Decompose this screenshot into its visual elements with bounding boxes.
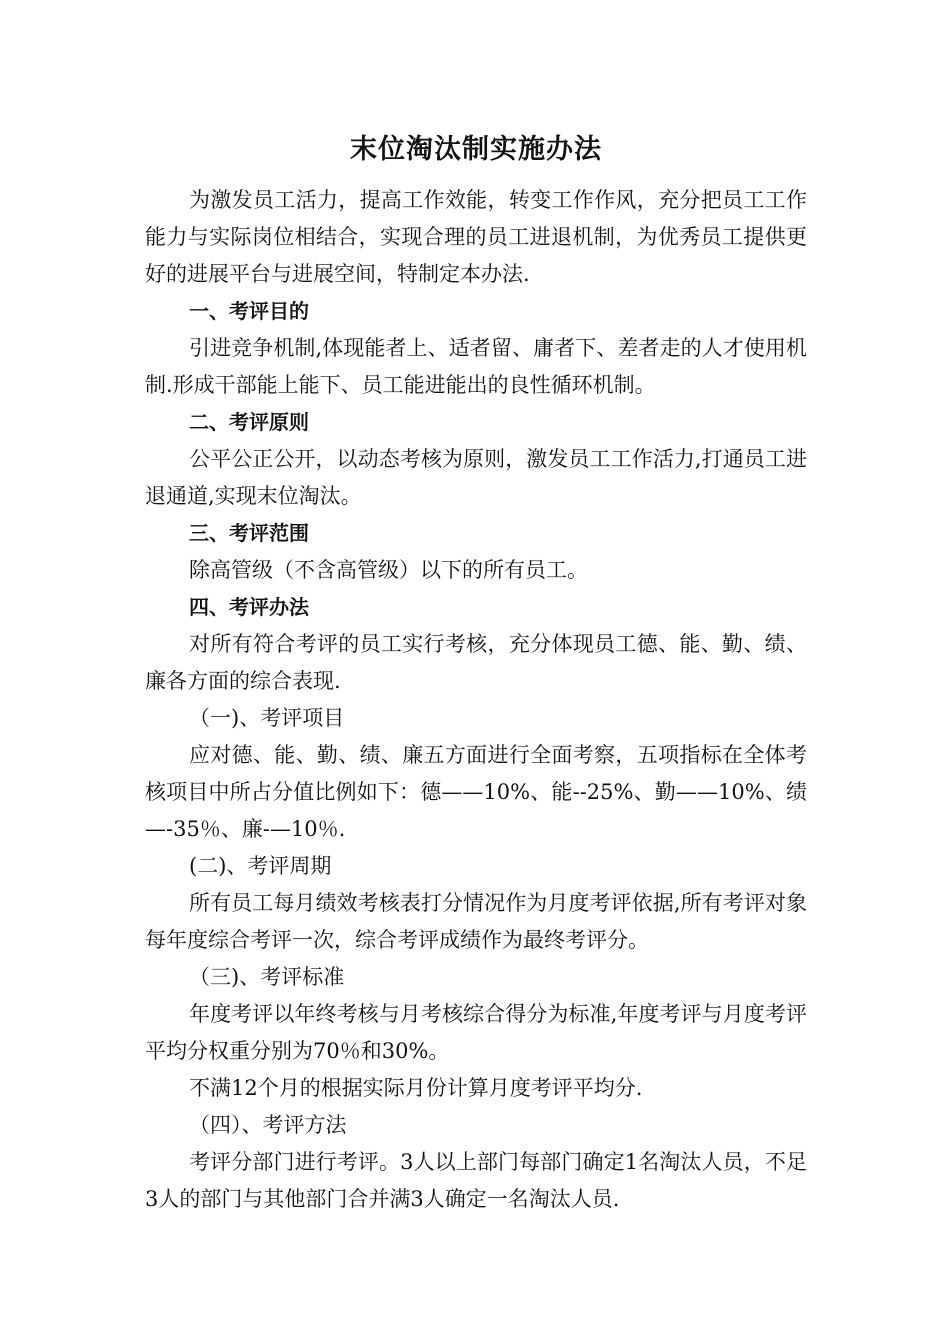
document-title: 末位淘汰制实施办法 (350, 134, 602, 165)
subsection-heading-approach: （四）、考评方法 (189, 1113, 347, 1137)
subsection-body-items: 应对德、能、勤、绩、廉五方面进行全面考察，五项指标在全体考核项目中所占分值比例如下：德——10%、能--25%、勤——10%、绩—-35％、廉-—10％. (145, 743, 807, 841)
subsection-heading-items: （一)、考评项目 (189, 706, 345, 730)
subsection-body-standard-1: 年度考评以年终考核与月考核综合得分为标准,年度考评与月度考评平均分权重分别为70％和30%。 (145, 1002, 807, 1063)
section-heading-method: 四、考评办法 (189, 595, 309, 619)
document-body (145, 128, 807, 1218)
subsection-heading-standard: （三)、考评标准 (189, 965, 345, 989)
section-heading-scope: 三、考评范围 (189, 521, 309, 545)
intro-paragraph: 为激发员工活力，提高工作效能，转变工作作风，充分把员工工作能力与实际岗位相结合，实现合理的员工进退机制，为优秀员工提供更好的进展平台与进展空间，特制定本办法. (145, 188, 807, 286)
section-heading-principle: 二、考评原则 (189, 410, 309, 434)
subsection-body-standard-2: 不满12个月的根据实际月份计算月度考评平均分. (189, 1076, 643, 1100)
section-heading-purpose: 一、考评目的 (189, 299, 309, 323)
subsection-body-approach: 考评分部门进行考评。3人以上部门每部门确定1名淘汰人员，不足3人的部门与其他部门合并满3人确定一名淘汰人员. (145, 1150, 807, 1211)
section-body-scope: 除高管级（不含高管级）以下的所有员工。 (189, 558, 588, 582)
section-body-method: 对所有符合考评的员工实行考核，充分体现员工德、能、勤、绩、廉各方面的综合表现. (145, 632, 807, 693)
section-body-principle: 公平公正公开，以动态考核为原则，激发员工工作活力,打通员工进退通道,实现末位淘汰。 (145, 447, 807, 508)
subsection-body-cycle: 所有员工每月绩效考核表打分情况作为月度考评依据,所有考评对象每年度综合考评一次，综合考评成绩作为最终考评分。 (145, 891, 807, 952)
subsection-heading-cycle: (二)、考评周期 (189, 854, 332, 878)
section-body-purpose: 引进竞争机制,体现能者上、适者留、庸者下、差者走的人才使用机制.形成干部能上能下、员工能进能出的良性循环机制。 (145, 336, 807, 397)
